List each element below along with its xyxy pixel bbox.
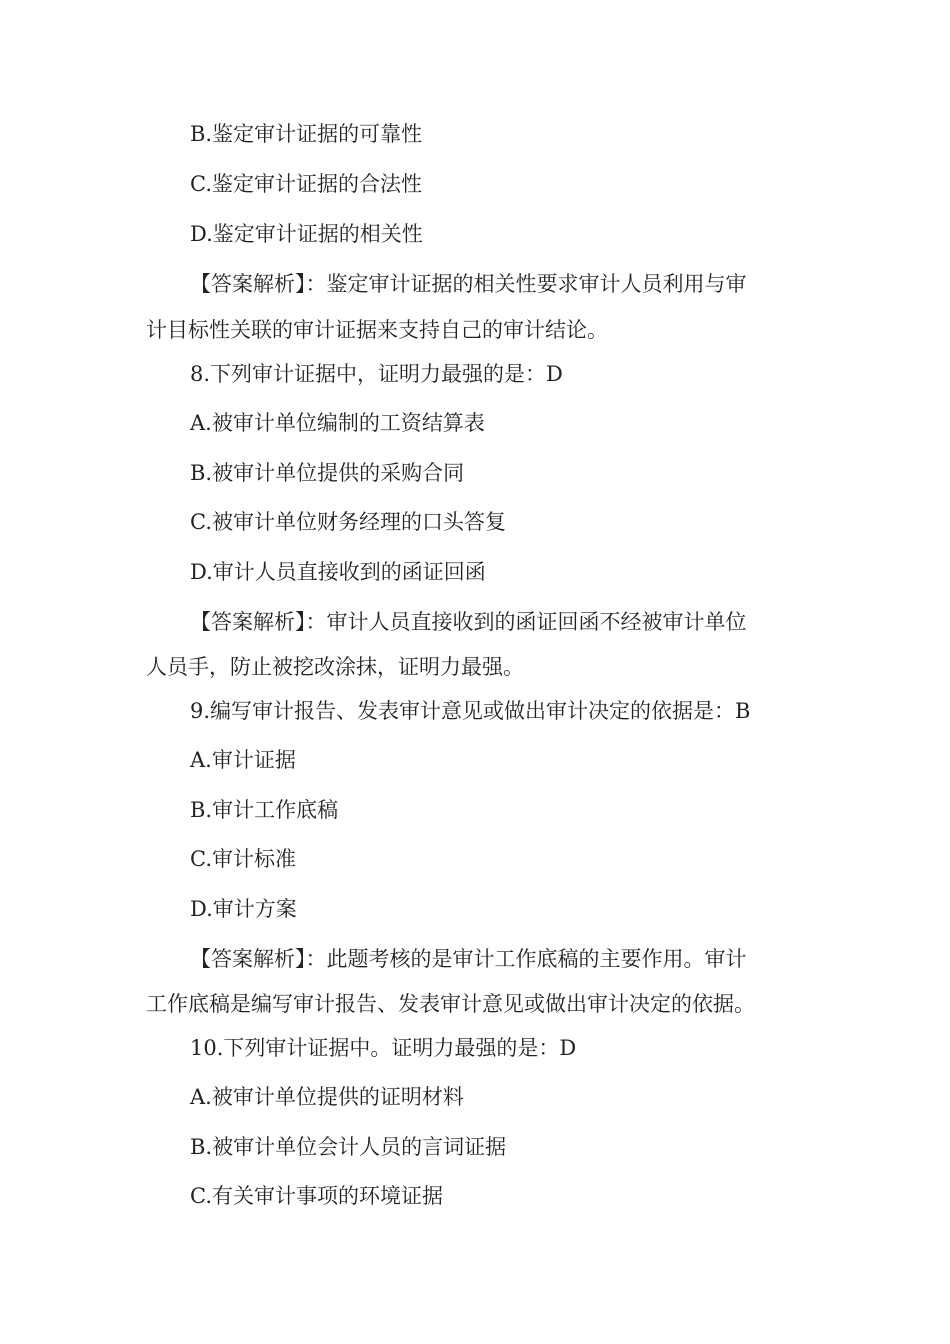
option-b-q7: B.鉴定审计证据的可靠性 (190, 122, 423, 146)
answer-explanation-q7: 【答案解析】：鉴定审计证据的相关性要求审计人员利用与审 (190, 272, 747, 296)
option-b-q10: B.被审计单位会计人员的言词证据 (190, 1135, 507, 1159)
question-10: 10.下列审计证据中。证明力最强的是：D (190, 1036, 577, 1060)
answer-explanation-q8-cont: 人员手，防止被挖改涂抹，证明力最强。 (146, 655, 524, 679)
option-b-q9: B.审计工作底稿 (190, 798, 339, 822)
answer-explanation-q9-cont: 工作底稿是编写审计报告、发表审计意见或做出审计决定的依据。 (146, 992, 755, 1016)
option-c-q8: C.被审计单位财务经理的口头答复 (190, 510, 506, 534)
option-d-q9: D.审计方案 (190, 897, 297, 921)
option-a-q8: A.被审计单位编制的工资结算表 (190, 411, 485, 435)
option-c-q9: C.审计标准 (190, 847, 296, 871)
option-d-q8: D.审计人员直接收到的函证回函 (190, 560, 486, 584)
option-d-q7: D.鉴定审计证据的相关性 (190, 222, 423, 246)
question-9: 9.编写审计报告、发表审计意见或做出审计决定的依据是：B (190, 699, 751, 723)
option-a-q10: A.被审计单位提供的证明材料 (190, 1085, 464, 1109)
option-c-q7: C.鉴定审计证据的合法性 (190, 172, 422, 196)
option-c-q10: C.有关审计事项的环境证据 (190, 1184, 443, 1208)
option-a-q9: A.审计证据 (190, 748, 296, 772)
option-b-q8: B.被审计单位提供的采购合同 (190, 461, 465, 485)
answer-explanation-q9: 【答案解析】：此题考核的是审计工作底稿的主要作用。审计 (190, 947, 747, 971)
answer-explanation-q8: 【答案解析】：审计人员直接收到的函证回函不经被审计单位 (190, 610, 747, 634)
answer-explanation-q7-cont: 计目标性关联的审计证据来支持自己的审计结论。 (146, 318, 608, 342)
question-8: 8.下列审计证据中，证明力最强的是：D (190, 362, 563, 386)
